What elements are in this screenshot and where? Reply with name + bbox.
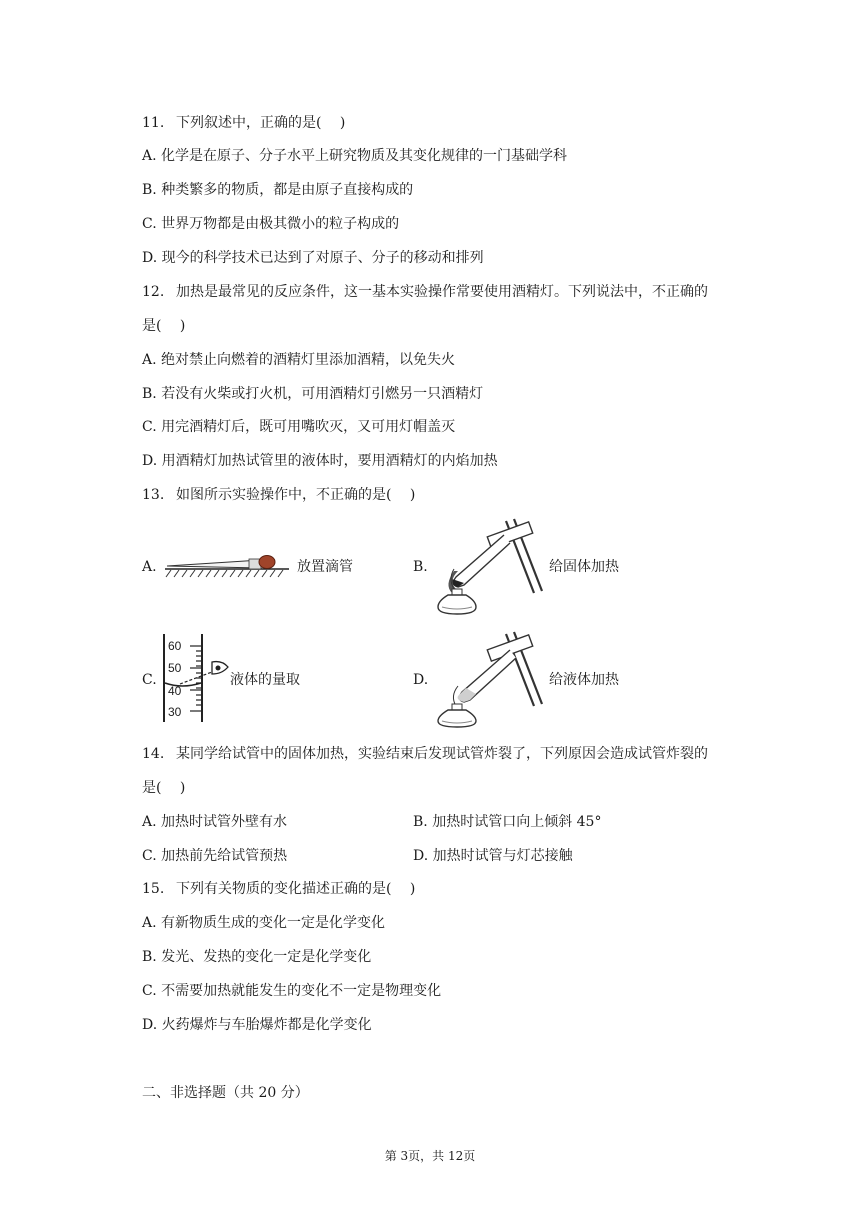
q14-stem [142, 744, 708, 764]
q11-stem-text: 下列叙述中，正确的是( ) [176, 115, 346, 131]
q11-stem [142, 113, 345, 133]
q14-number: 14. [142, 746, 165, 762]
q14-stem-line2: 是( ) [142, 780, 186, 796]
q11-number: 11. [142, 115, 165, 131]
page-footer: 第 3页，共 12页 [384, 1149, 476, 1163]
measuring-cylinder-figure [160, 634, 230, 724]
q11-option-d: D. 现今的科学技术已达到了对原子、分子的移动和排列 [142, 250, 484, 266]
q13-stem-text: 如图所示实验操作中，不正确的是( ) [176, 487, 416, 503]
scale-label-60: 60 [168, 639, 182, 653]
q14-option-a: A. 加热时试管外壁有水 [142, 814, 288, 830]
q14-option-c: C. 加热前先给试管预热 [142, 848, 288, 864]
scale-label-50: 50 [168, 661, 182, 675]
q15-stem [142, 879, 415, 899]
fig-c-letter: C. [142, 672, 157, 688]
heating-liquid-figure [428, 628, 548, 728]
q15-option-c: C. 不需要加热就能发生的变化不一定是物理变化 [142, 983, 442, 999]
q15-option-b: B. 发光、发热的变化一定是化学变化 [142, 949, 372, 965]
scale-label-30: 30 [168, 705, 182, 719]
fig-b-caption: 给固体加热 [549, 559, 619, 575]
q12-stem-line2: 是( ) [142, 318, 186, 334]
fig-c-caption: 液体的量取 [230, 672, 300, 688]
q15-stem-text: 下列有关物质的变化描述正确的是( ) [176, 881, 416, 897]
q13-stem [142, 485, 415, 505]
fig-b-letter: B. [413, 559, 428, 575]
dropper-on-table-figure [165, 548, 295, 578]
fig-a-caption: 放置滴管 [297, 559, 353, 575]
q11-option-a: A. 化学是在原子、分子水平上研究物质及其变化规律的一门基础学科 [142, 148, 568, 164]
fig-d-letter: D. [413, 672, 429, 688]
q14-option-b: B. 加热时试管口向上倾斜 45° [413, 814, 602, 830]
q12-option-a: A. 绝对禁止向燃着的酒精灯里添加酒精，以免失火 [142, 352, 456, 368]
q15-number: 15. [142, 881, 165, 897]
q14-option-d: D. 加热时试管与灯芯接触 [413, 848, 573, 864]
q11-option-b: B. 种类繁多的物质，都是由原子直接构成的 [142, 182, 414, 198]
q14-stem-text: 某同学给试管中的固体加热，实验结束后发现试管炸裂了，下列原因会造成试管炸裂的 [176, 746, 708, 762]
q12-option-d: D. 用酒精灯加热试管里的液体时，要用酒精灯的内焰加热 [142, 453, 498, 469]
q12-number: 12. [142, 284, 165, 300]
q13-number: 13. [142, 487, 165, 503]
fig-a-letter: A. [142, 559, 157, 575]
heating-solid-figure [428, 515, 548, 615]
q11-option-c: C. 世界万物都是由极其微小的粒子构成的 [142, 216, 400, 232]
q12-stem-text: 加热是最常见的反应条件，这一基本实验操作常要使用酒精灯。下列说法中，不正确的 [176, 284, 708, 300]
q15-option-d: D. 火药爆炸与车胎爆炸都是化学变化 [142, 1017, 372, 1033]
q12-option-c: C. 用完酒精灯后，既可用嘴吹灭，又可用灯帽盖灭 [142, 419, 456, 435]
scale-label-40: 40 [168, 684, 182, 698]
q12-stem [142, 282, 708, 302]
fig-d-caption: 给液体加热 [549, 672, 619, 688]
section-heading: 二、非选择题（共 20 分） [142, 1085, 309, 1101]
q12-option-b: B. 若没有火柴或打火机，可用酒精灯引燃另一只酒精灯 [142, 386, 484, 402]
q15-option-a: A. 有新物质生成的变化一定是化学变化 [142, 915, 386, 931]
